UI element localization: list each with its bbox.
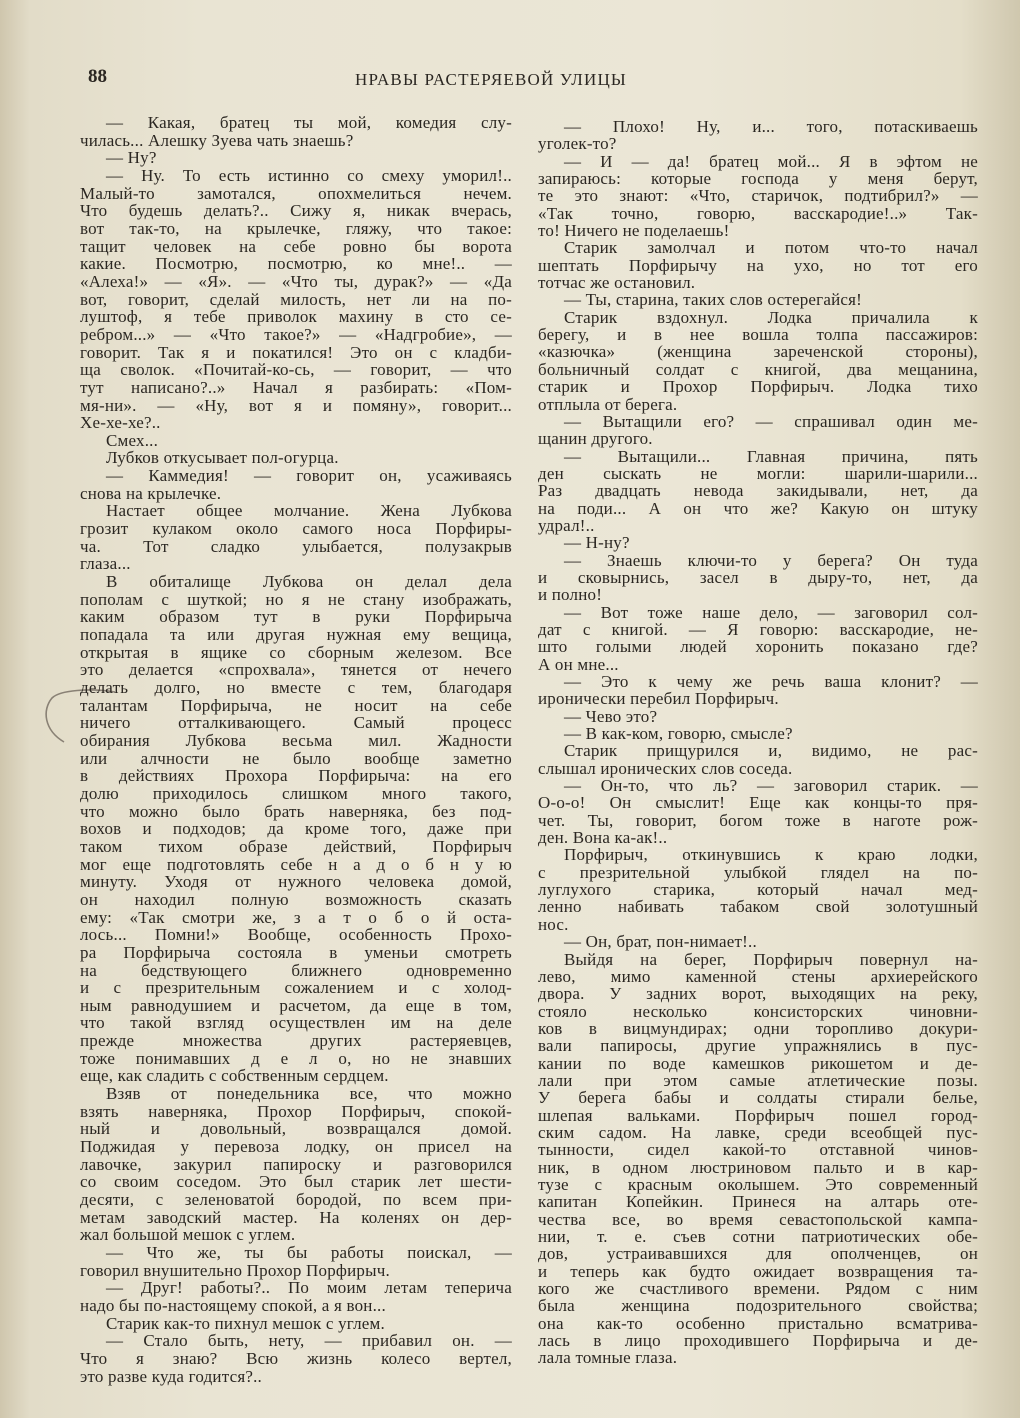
running-title: НРАВЫ РАСТЕРЯЕВОЙ УЛИЦЫ xyxy=(355,70,627,89)
text-line: — Ну. То есть истинно со смеху уморил!.. xyxy=(106,165,512,185)
paragraph xyxy=(538,742,978,777)
text-line: взять наверняка, Прохор Порфирыч, спокой- xyxy=(80,1101,512,1121)
paragraph xyxy=(80,114,512,149)
page-number: 88 xyxy=(88,66,107,87)
text-line: — Это к чему же речь ваша клонит? — xyxy=(564,672,978,691)
text-line: открытая в ящике со сборным железом. Все xyxy=(80,642,512,662)
paragraph xyxy=(538,673,978,708)
text-line: старик и Прохор Порфирыч. Лодка тихо xyxy=(538,377,978,397)
text-line: — Плохо! Ну, и... того, потаскиваешь xyxy=(564,117,978,136)
text-line: — Стало быть, нету, — прибавил он. — xyxy=(106,1331,512,1351)
text-line: чет. Ты, говорит, богом тоже в наготе рож- xyxy=(538,810,978,830)
text-line: жал большой мешок с углем. xyxy=(80,1225,296,1245)
text-line: десяти, с зеленоватой бородой, по всем при- xyxy=(80,1190,512,1210)
text-line: что такой взгляд осуществлен им на деле xyxy=(80,1013,512,1033)
text-line: Старик как-то пихнул мешок с углем. xyxy=(106,1313,385,1333)
text-line: Раз двадцать невода закидывали, нет, да xyxy=(538,481,978,501)
paragraph xyxy=(80,167,512,432)
text-line: нос. xyxy=(538,914,569,934)
text-line: вохов и подходов; да кроме того, даже при xyxy=(80,819,512,839)
text-line: минуту. Уходя от нужного человека домой, xyxy=(80,872,512,892)
text-line: он находил полную возможность сказать xyxy=(80,889,512,909)
text-line: кого же счастливого времени. Рядом с ним xyxy=(538,1279,978,1299)
right-column xyxy=(538,118,978,1367)
text-line: ленно набивать табаком свой золотушный xyxy=(538,897,978,917)
text-line: метам заводский мастер. На коленях он дер- xyxy=(80,1207,512,1227)
text-line: делать долго, но вместе с тем, благодаря xyxy=(80,678,512,697)
text-line: лала томные глаза. xyxy=(538,1348,678,1368)
text-line: — Ты, старина, таких слов остерегайся! xyxy=(564,290,863,310)
text-line: и с презрительным сожалением и с холод- xyxy=(80,978,512,998)
text-line: тащит человек на себе ровно бы ворота xyxy=(80,236,512,256)
text-line: говорил внушительно Прохор Порфирыч. xyxy=(80,1260,390,1280)
text-line: талантам Порфирыча, не носит на себе xyxy=(80,695,512,715)
paragraph xyxy=(538,413,978,448)
text-line: луглухого старика, который начал мед- xyxy=(538,880,978,900)
text-line: говорит. Так я и покатился! Это он с кладби- xyxy=(80,342,512,362)
text-line: — Он-то, что ль? — заговорил старик. — xyxy=(564,776,978,796)
text-line: тоже понимавших д е л о, но не знавших xyxy=(80,1048,512,1068)
paragraph xyxy=(538,239,978,291)
text-line: — Вытащили его? — спрашивал один ме- xyxy=(564,411,978,431)
text-line: прежде множества других растеряевцев, xyxy=(80,1031,512,1051)
text-line: нии, т. е. съев сотни патриотических обе- xyxy=(538,1227,978,1246)
text-line: — Вот тоже наше дело, — заговорил сол- xyxy=(564,602,978,622)
paragraph xyxy=(538,708,978,725)
text-line: — Что же, ты бы работы поискал, — xyxy=(106,1243,512,1262)
text-line: со своим соседом. Это был старик лет шести- xyxy=(80,1172,512,1192)
text-line: — И — да! братец мой... Я в эфтом не xyxy=(564,151,978,171)
paragraph xyxy=(538,933,978,950)
text-line: луштоф, я тебе приволок махину в сто се- xyxy=(80,307,512,327)
text-line: глаза... xyxy=(80,554,131,574)
text-line: дат с книгой. — Я говорю: васскародие, не- xyxy=(538,619,978,639)
text-line: слышал иронических слов соседа. xyxy=(538,758,793,778)
text-line: и сковырнись, засел в дыру-то, нет, да xyxy=(538,567,978,587)
paragraph xyxy=(80,149,512,167)
text-line: или алчности не было вообще заметно xyxy=(80,748,512,768)
text-line: лали при этом самые атлетические позы. xyxy=(538,1070,978,1090)
paragraph xyxy=(538,153,978,240)
text-line: ник, в одном люстриновом пальто и в кар- xyxy=(538,1157,978,1177)
text-line: в действиях Прохора Порфирыча: на его xyxy=(80,766,512,786)
text-line: — Какая, братец ты мой, комедия слу- xyxy=(106,113,512,132)
text-line: то! Ничего не поделаешь! xyxy=(538,221,730,241)
text-line: лась в лицо проходившего Порфирыча и де- xyxy=(538,1331,978,1351)
text-line: — Друг! работы?.. По моим летам теперича xyxy=(106,1278,512,1298)
text-line: ден. Вона ка-ак!.. xyxy=(538,828,668,848)
paragraph xyxy=(538,118,978,153)
text-line: ков в вицмундирах; одни торопливо докури- xyxy=(538,1018,978,1038)
text-line: ра Порфирыча состояла в уменьи смотреть xyxy=(80,942,512,962)
paragraph xyxy=(80,502,512,573)
text-line: — Ну? xyxy=(106,148,157,168)
text-line: ща сволок. «Почитай-ко-сь, — говорит, — что xyxy=(80,360,512,380)
text-line: Что будешь делать?.. Сижу я, никак вчерась, xyxy=(80,201,512,221)
paragraph xyxy=(538,846,978,933)
text-line: ему: «Так смотри же, з а т о б о й оста- xyxy=(80,907,512,927)
text-line: лево, мимо каменной стены архиерейского xyxy=(538,966,978,986)
text-line: больничный солдат с книгой, два мещанина, xyxy=(538,359,978,379)
text-line: стояло несколько консисторских чиновни- xyxy=(538,1001,978,1021)
text-line: двора. У задних ворот, выходящих на реку, xyxy=(538,984,978,1004)
paragraph xyxy=(538,291,978,308)
text-line: ребром...» — «Что такое?» — «Надгробие», — xyxy=(80,324,512,344)
text-line: ный и довольный, возвращался домой. xyxy=(80,1119,512,1139)
text-line: — В как-ком, говорю, смысле? xyxy=(564,724,793,744)
text-line: Хе-хе-хе?.. xyxy=(80,413,161,433)
text-line: отплыла от берега. xyxy=(538,394,678,414)
paragraph xyxy=(80,467,512,502)
paragraph xyxy=(80,432,512,450)
text-line: — Он, брат, пон-нимает!.. xyxy=(564,932,757,952)
text-line: тотчас же остановил. xyxy=(538,273,696,293)
paragraph xyxy=(80,1315,512,1333)
text-line: Настает общее молчание. Жена Лубкова xyxy=(106,501,512,521)
text-line: дов, устраивавшихся для ополченцев, он xyxy=(538,1244,978,1264)
text-line: шептать Порфирычу на ухо, но тот его xyxy=(538,255,978,275)
text-line: тынности, сидел какой-то отставной чинов- xyxy=(538,1140,978,1160)
paragraph xyxy=(80,449,512,467)
text-line: — Н-ну? xyxy=(564,533,630,553)
text-line: запираюсь: которые господа у меня берут, xyxy=(538,169,978,189)
text-line: Поджидая у перевоза лодку, он присел на xyxy=(80,1137,512,1157)
text-line: В обиталище Лубкова он делал дела xyxy=(106,572,512,592)
text-line: мог еще подготовлять себе н а д о б н у ю xyxy=(80,854,512,874)
text-line: и теперь как будто ожидает возвращения та- xyxy=(538,1261,978,1281)
text-line: Старик прищурился и, видимо, не рас- xyxy=(564,741,978,761)
text-line: А он мне... xyxy=(538,654,619,674)
text-line: Порфирыч, откинувшись к краю лодки, xyxy=(564,845,978,865)
text-line: кании по воде камешков рикошетом и де- xyxy=(538,1053,978,1073)
text-line: — Вытащили... Главная причина, пять xyxy=(564,446,978,466)
text-line: О-о-о! Он смыслит! Еще как концы-то пря- xyxy=(538,793,978,813)
paragraph xyxy=(538,725,978,742)
text-line: ским садом. На лавке, среди всеобщей пус- xyxy=(538,1122,978,1142)
paragraph xyxy=(538,534,978,551)
text-line: надо бы по-настоящему спокой, а я вон... xyxy=(80,1295,386,1315)
text-line: что можно было брать наверняка, без под- xyxy=(80,801,512,821)
text-line: ден сыскать не могли: шарили-шарили... xyxy=(538,463,978,483)
text-line: — Знаешь ключи-то у берега? Он туда xyxy=(564,550,978,570)
text-line: — Чево это? xyxy=(564,706,658,726)
paragraph xyxy=(80,1279,512,1314)
text-line: каким образом тут в руки Порфирыча xyxy=(80,607,512,627)
text-line: ным равнодушием и расчетом, да еще в том, xyxy=(80,995,512,1015)
paragraph xyxy=(538,951,978,1367)
text-line: попадала та или другая нужная ему вещица, xyxy=(80,625,512,645)
text-line: чилась... Алешку Зуева чать знаешь? xyxy=(80,130,354,150)
paragraph xyxy=(538,309,978,413)
paragraph xyxy=(538,552,978,604)
paragraph xyxy=(80,573,512,1085)
paragraph xyxy=(538,448,978,535)
text-line: берегу, и в нее вошла толпа пассажиров: xyxy=(538,325,978,345)
text-line: лось... Помни!» Вообще, особенность Прохо- xyxy=(80,925,512,945)
text-line: еще, как сладить с собственным сердцем. xyxy=(80,1066,389,1086)
text-line: грозит кулаком около самого носа Порфиры- xyxy=(80,519,512,539)
text-line: — Каммедия! — говорит он, усаживаясь xyxy=(106,466,512,486)
text-line: уголек-то? xyxy=(538,134,617,154)
text-line: пополам с шуткой; но я не стану изображать, xyxy=(80,589,512,609)
text-line: обирания Лубкова весьма мил. Жадности xyxy=(80,730,512,750)
text-line: вали папиросы, другие упражнялись в пус- xyxy=(538,1036,978,1056)
text-line: это разве куда годится?.. xyxy=(80,1366,262,1386)
paragraph xyxy=(538,604,978,673)
text-line: вот так-то, на крылечке, гляжу, что такое: xyxy=(80,218,512,238)
text-line: иронически перебил Порфирыч. xyxy=(538,689,779,709)
text-line: Взяв от понедельника все, что можно xyxy=(106,1084,512,1104)
text-line: таком тихом образе действий, Порфирыч xyxy=(80,836,512,856)
text-line: это делается «спрохвала», тянется от нечего xyxy=(80,660,512,680)
paragraph xyxy=(80,1085,512,1244)
text-line: Что я знаю? Всю жизнь колесо вертел, xyxy=(80,1348,512,1368)
text-line: снова на крылечке. xyxy=(80,483,222,503)
text-line: Выйдя на берег, Порфирыч повернул на- xyxy=(564,949,978,969)
text-line: «Так точно, говорю, васскародие!..» Так- xyxy=(538,203,978,223)
paragraph xyxy=(538,777,978,846)
text-line: «Алеха!» — «Я». — «Что ты, дурак?» — «Да xyxy=(80,271,512,291)
text-line: мя-ни». — «Ну, вот я и помяну», говорит... xyxy=(80,395,512,415)
text-line: на поди... А он что же? Какую он штуку xyxy=(538,498,978,518)
text-line: она как-то особенно пристально всматрива- xyxy=(538,1313,978,1333)
text-line: Лубков откусывает пол-огурца. xyxy=(106,448,339,468)
text-line: с презрительной улыбкой глядел на по- xyxy=(538,862,978,882)
text-line: тут написано?..» Начал я разбирать: «Пом- xyxy=(80,377,512,397)
text-line: «казючка» (женщина зареченской стороны), xyxy=(538,342,978,362)
text-line: Старик замолчал и потом что-то начал xyxy=(564,238,978,258)
text-line: какие. Посмотрю, посмотрю, ко мне!.. — xyxy=(80,254,512,274)
text-line: на бедствующего ближнего одновременно xyxy=(80,960,512,980)
text-line: капитан Копейкин. Принеся на алтарь оте- xyxy=(538,1192,978,1212)
text-line: вот, говорит, сделай милость, нет ли на по- xyxy=(80,289,512,309)
text-line: лавочке, закурил папироску и разговорился xyxy=(80,1154,512,1174)
text-line: шлепая вальками. Порфирыч пошел город- xyxy=(538,1105,978,1125)
text-line: была женщина подозрительного свойства; xyxy=(538,1296,978,1316)
text-line: ча. Тот сладко улыбается, полузакрыв xyxy=(80,536,512,556)
text-line: Смех... xyxy=(106,430,159,450)
text-line: щанин другого. xyxy=(538,429,653,449)
text-line: долю приходилось слишком много такого, xyxy=(80,783,512,803)
left-column xyxy=(80,114,512,1385)
text-line: чества все, во время севастопольской кампа- xyxy=(538,1209,978,1229)
text-line: У берега бабы и солдаты стирали белье, xyxy=(538,1088,978,1108)
text-line: Старик вздохнул. Лодка причалила к xyxy=(564,307,978,327)
text-line: те это знают: «Что, старичок, подтибрил?» — xyxy=(538,186,978,206)
text-line: Малый-то замотался, опохмелиться нечем. xyxy=(80,183,512,203)
text-line: удрал!.. xyxy=(538,515,595,535)
text-line: и полно! xyxy=(538,585,603,605)
text-line: што голыми людей хоронить показано где? xyxy=(538,637,978,657)
text-line: ничего отталкивающего. Самый процесс xyxy=(80,713,512,733)
paragraph xyxy=(80,1244,512,1279)
paragraph xyxy=(80,1332,512,1385)
text-line: тузе с красным околышем. Это современный xyxy=(538,1174,978,1194)
